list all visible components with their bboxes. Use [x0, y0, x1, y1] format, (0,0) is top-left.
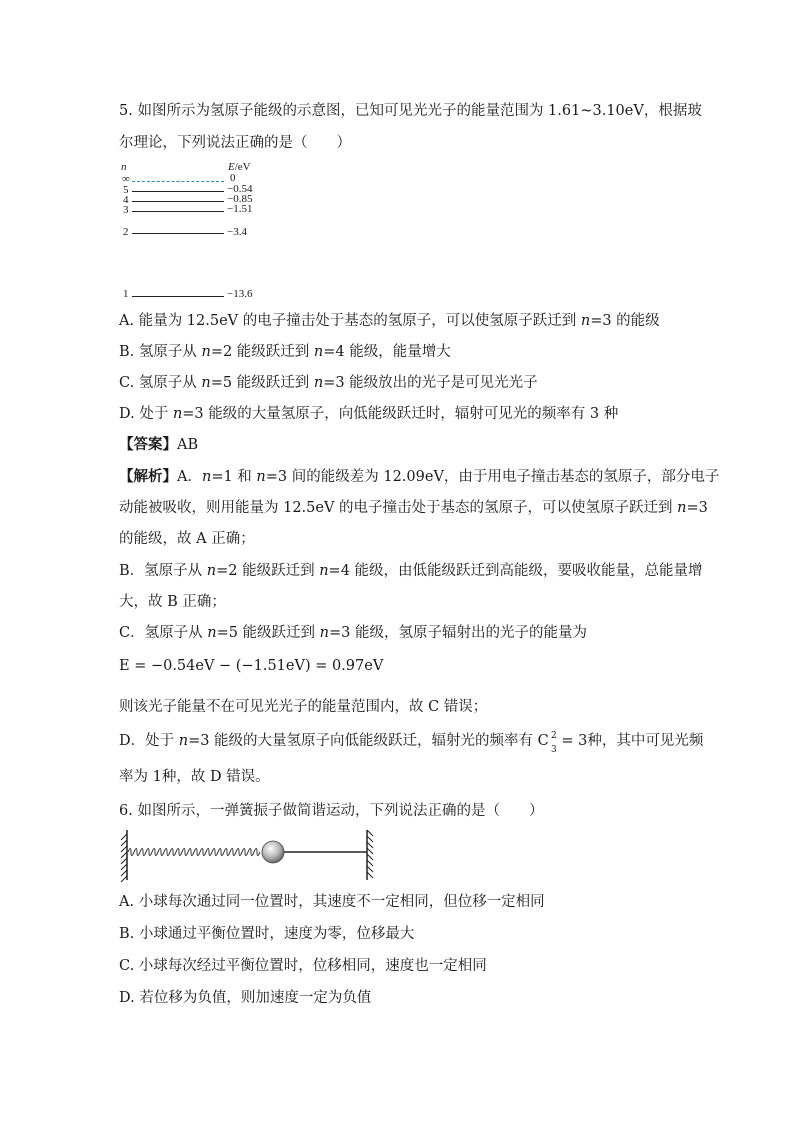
q6-option-c: C. 小球每次经过平衡位置时，位移相同，速度也一定相同: [119, 958, 487, 974]
level-energy: −0.54: [227, 183, 253, 195]
q5-analysis-d-line2: 率为 1种，故 D 错误。: [119, 769, 270, 785]
level-energy: −0.85: [227, 193, 253, 205]
q5-analysis-c-line2: 则该光子能量不在可见光光子的能量范围内，故 C 错误；: [119, 699, 488, 715]
level-line-4: [132, 201, 224, 202]
left-wall-hatching: [121, 834, 127, 882]
q5-option-c: C. 氢原子从 n=5 能级跃迁到 n=3 能级放出的光子是可见光光子: [119, 375, 538, 391]
q5-option-a: A. 能量为 12.5eV 的电子撞击处于基态的氢原子，可以使氢原子跃迁到 n=3 的能级: [119, 313, 660, 329]
level-label-n: ∞: [122, 173, 130, 185]
q6-option-a: A. 小球每次通过同一位置时，其速度不一定相同，但位移一定相同: [119, 894, 545, 910]
q5-analysis-a-line2: 动能被吸收，则用能量为 12.5eV 的电子撞击处于基态的氢原子，可以使氢原子跃迁到 n=3: [119, 500, 708, 516]
q5-option-b: B. 氢原子从 n=2 能级跃迁到 n=4 能级，能量增大: [119, 344, 451, 360]
oscillator-ball: [262, 841, 284, 863]
level-label-n: 4: [123, 194, 129, 206]
level-line-5: [132, 191, 224, 192]
energy-axis-label: E/eV: [228, 161, 251, 173]
spring: [128, 849, 260, 856]
q6-stem: 6. 如图所示，一弹簧振子做简谐运动，下列说法正确的是（ ）: [119, 803, 544, 819]
level-energy: −1.51: [227, 203, 253, 215]
level-line-infinity: [132, 181, 224, 182]
q5-analysis-d-line1: D．处于 n=3 能级的大量氢原子向低能级跃迁，辐射光的频率有 C 2 3 = 3种，其中可见光频: [119, 731, 704, 755]
q5-analysis-c-line1: C．氢原子从 n=5 能级跃迁到 n=3 能级，氢原子辐射出的光子的能量为: [119, 625, 587, 641]
level-label-n: 5: [123, 184, 129, 196]
q6-option-b: B. 小球通过平衡位置时，速度为零，位移最大: [119, 926, 415, 942]
energy-level-diagram: [118, 160, 278, 305]
level-energy: 0: [230, 172, 236, 184]
q5-option-d: D. 处于 n=3 能级的大量氢原子，向低能级跃迁时，辐射可见光的频率有 3 种: [119, 406, 619, 422]
q6-option-d: D. 若位移为负值，则加速度一定为负值: [119, 990, 372, 1006]
right-wall-hatching: [367, 830, 373, 878]
level-line-3: [132, 211, 224, 212]
level-label-n: 1: [123, 288, 129, 300]
n-axis-label: n: [121, 161, 127, 173]
q5-analysis-a-line3: 的能级，故 A 正确；: [119, 531, 255, 547]
q5-analysis-b-line2: 大，故 B 正确；: [119, 594, 226, 610]
level-energy: −13.6: [227, 288, 253, 300]
spring-oscillator-diagram: [118, 828, 380, 883]
level-energy: −3.4: [227, 226, 247, 238]
level-line-2: [132, 233, 224, 234]
level-label-n: 2: [123, 226, 129, 238]
level-line-1: [132, 296, 224, 297]
q5-analysis-formula: E = −0.54eV − (−1.51eV) = 0.97eV: [119, 658, 384, 674]
combination-symbol: C 2 3: [537, 731, 557, 755]
q5-answer: 【答案】AB: [119, 436, 199, 453]
q5-analysis-a-line1: 【解析】A．n=1 和 n=3 间的能级差为 12.09eV，由于用电子撞击基态的氢原子，部分电子: [119, 468, 720, 485]
level-label-n: 3: [123, 204, 129, 216]
q5-stem-line2: 尔理论，下列说法正确的是（ ）: [119, 135, 351, 151]
q5-analysis-b-line1: B．氢原子从 n=2 能级跃迁到 n=4 能级，由低能级跃迁到高能级，要吸收能量，总能量增: [119, 563, 703, 579]
q5-stem-line1: 5. 如图所示为氢原子能级的示意图，已知可见光光子的能量范围为 1.61~3.10eV，根据玻: [119, 103, 702, 119]
